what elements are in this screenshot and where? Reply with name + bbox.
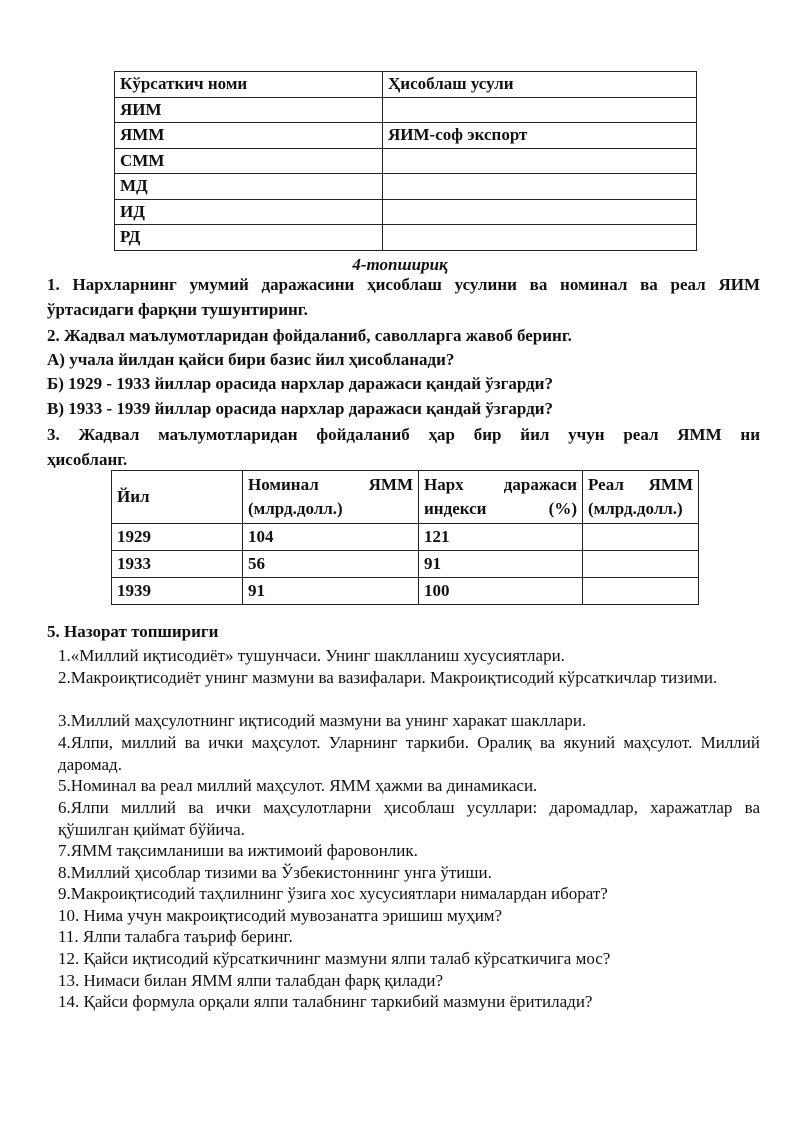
control-item-text: 13. Нимаси билан ЯММ ялпи талабдан фарқ қилади? xyxy=(58,971,444,990)
control-item-text: 12. Қайси иқтисодий кўрсаткичнинг мазмуни ялпи талаб кўрсаткичига мос? xyxy=(58,949,611,968)
control-item-text: 3.Миллий маҳсулотнинг иқтисодий мазмуни ва унинг харакат шакллари. xyxy=(58,711,587,730)
table-cell xyxy=(383,225,697,251)
control-item-text: 5.Номинал ва реал миллий маҳсулот. ЯММ ҳажми ва динамикаси. xyxy=(58,776,538,795)
control-item xyxy=(47,710,760,732)
control-item-text: 9.Макроиқтисодий таҳлилнинг ўзига хос хусусиятлари нималардан иборат? xyxy=(58,884,608,903)
question-1-line-2: ўртасидаги фарқни тушунтиринг. xyxy=(47,300,308,319)
control-item xyxy=(47,840,760,862)
control-item-text: 2.Макроиқтисодиёт унинг мазмуни ва вазифалари. Макроиқтисодий кўрсаткичлар тизими. xyxy=(58,668,718,687)
control-item xyxy=(47,991,760,1013)
table-cell: ЯММ xyxy=(115,123,383,149)
control-item xyxy=(47,667,760,689)
header-real: Реал ЯММ (млрд.долл.) xyxy=(583,471,699,524)
table-cell: 104 xyxy=(243,524,419,551)
table-cell: РД xyxy=(115,225,383,251)
table-cell: 1939 xyxy=(112,578,243,605)
table-row xyxy=(115,148,697,174)
control-item xyxy=(47,645,760,667)
question-3-line-2: ҳисобланг. xyxy=(47,450,128,469)
table-row xyxy=(115,225,697,251)
control-heading: 5. Назорат топшириги xyxy=(47,622,219,641)
question-1-line-1: 1. Нархларнинг умумий даражасини ҳисоблаш усулини ва номинал ва реал ЯИМ xyxy=(47,275,760,294)
table-cell xyxy=(583,551,699,578)
table-cell xyxy=(583,524,699,551)
table-cell xyxy=(383,199,697,225)
control-item-text: 6.Ялпи миллий ва ички маҳсулотларни ҳисоблаш усуллари: даромадлар, харажатлар ва қўшилган қиймат бўйича. xyxy=(58,798,760,839)
table-cell: МД xyxy=(115,174,383,200)
question-2a: А) учала йилдан қайси бири базис йил ҳисобланади? xyxy=(47,350,455,369)
question-2c: В) 1933 - 1939 йиллар орасида нархлар даражаси қандай ўзгарди? xyxy=(47,399,554,418)
header-price-index: Нарх даражаси индекси (%) xyxy=(419,471,583,524)
table-row xyxy=(115,97,697,123)
table-cell: 1933 xyxy=(112,551,243,578)
control-item xyxy=(47,732,760,775)
table-row xyxy=(115,174,697,200)
table-cell: 91 xyxy=(243,578,419,605)
question-2: 2. Жадвал маълумотларидан фойдаланиб, саволларга жавоб беринг. xyxy=(47,326,572,345)
table-cell xyxy=(383,97,697,123)
table-cell: ЯИМ-соф экспорт xyxy=(383,123,697,149)
table-row xyxy=(115,199,697,225)
control-item-text: 10. Нима учун макроиқтисодий мувозанатга эришиш муҳим? xyxy=(58,906,503,925)
table-cell xyxy=(583,578,699,605)
table-cell: ИД xyxy=(115,199,383,225)
question-2b: Б) 1929 - 1933 йиллар орасида нархлар даражаси қандай ўзгарди? xyxy=(47,374,553,393)
table-header-row xyxy=(112,471,699,524)
control-item-text: 1.«Миллий иқтисодиёт» тушунчаси. Унинг шаклланиш хусусиятлари. xyxy=(58,646,565,665)
control-item xyxy=(47,775,760,797)
header-year: Йил xyxy=(112,471,243,524)
control-item xyxy=(47,883,760,905)
table-row xyxy=(112,578,699,605)
table-cell xyxy=(383,148,697,174)
table-cell: 1929 xyxy=(112,524,243,551)
control-item xyxy=(47,926,760,948)
indicators-table xyxy=(114,71,697,251)
table-row xyxy=(115,123,697,149)
table-row xyxy=(112,524,699,551)
control-item xyxy=(47,970,760,992)
table-cell: 121 xyxy=(419,524,583,551)
table-header-row xyxy=(115,72,697,98)
table-cell xyxy=(383,174,697,200)
table-cell: 56 xyxy=(243,551,419,578)
gdp-table xyxy=(111,470,699,605)
control-item-text: 14. Қайси формула орқали ялпи талабнинг таркибий мазмуни ёритилади? xyxy=(58,992,593,1011)
control-item xyxy=(47,948,760,970)
table-row xyxy=(112,551,699,578)
table-cell: ЯИМ xyxy=(115,97,383,123)
task-heading: 4-топшириқ xyxy=(352,255,448,274)
control-item xyxy=(47,862,760,884)
table-cell: СММ xyxy=(115,148,383,174)
table-cell: 100 xyxy=(419,578,583,605)
control-item-text: 4.Ялпи, миллий ва ички маҳсулот. Уларнинг таркиби. Оралиқ ва якуний маҳсулот. Миллий даромад. xyxy=(58,733,760,774)
control-item-text: 8.Миллий ҳисоблар тизими ва Ўзбекистоннинг унга ўтиши. xyxy=(58,863,492,882)
control-item-text: 11. Ялпи талабга таъриф беринг. xyxy=(58,927,293,946)
header-cell: Ҳисоблаш усули xyxy=(383,72,697,98)
table-cell: 91 xyxy=(419,551,583,578)
control-item xyxy=(47,797,760,840)
control-item-text: 7.ЯММ тақсимланиши ва ижтимоий фаровонлик. xyxy=(58,841,418,860)
question-3-line-1: 3. Жадвал маълумотларидан фойдаланиб ҳар бир йил учун реал ЯММ ни xyxy=(47,425,760,444)
header-nominal: Номинал ЯММ (млрд.долл.) xyxy=(243,471,419,524)
control-item xyxy=(47,905,760,927)
header-cell: Кўрсаткич номи xyxy=(115,72,383,98)
